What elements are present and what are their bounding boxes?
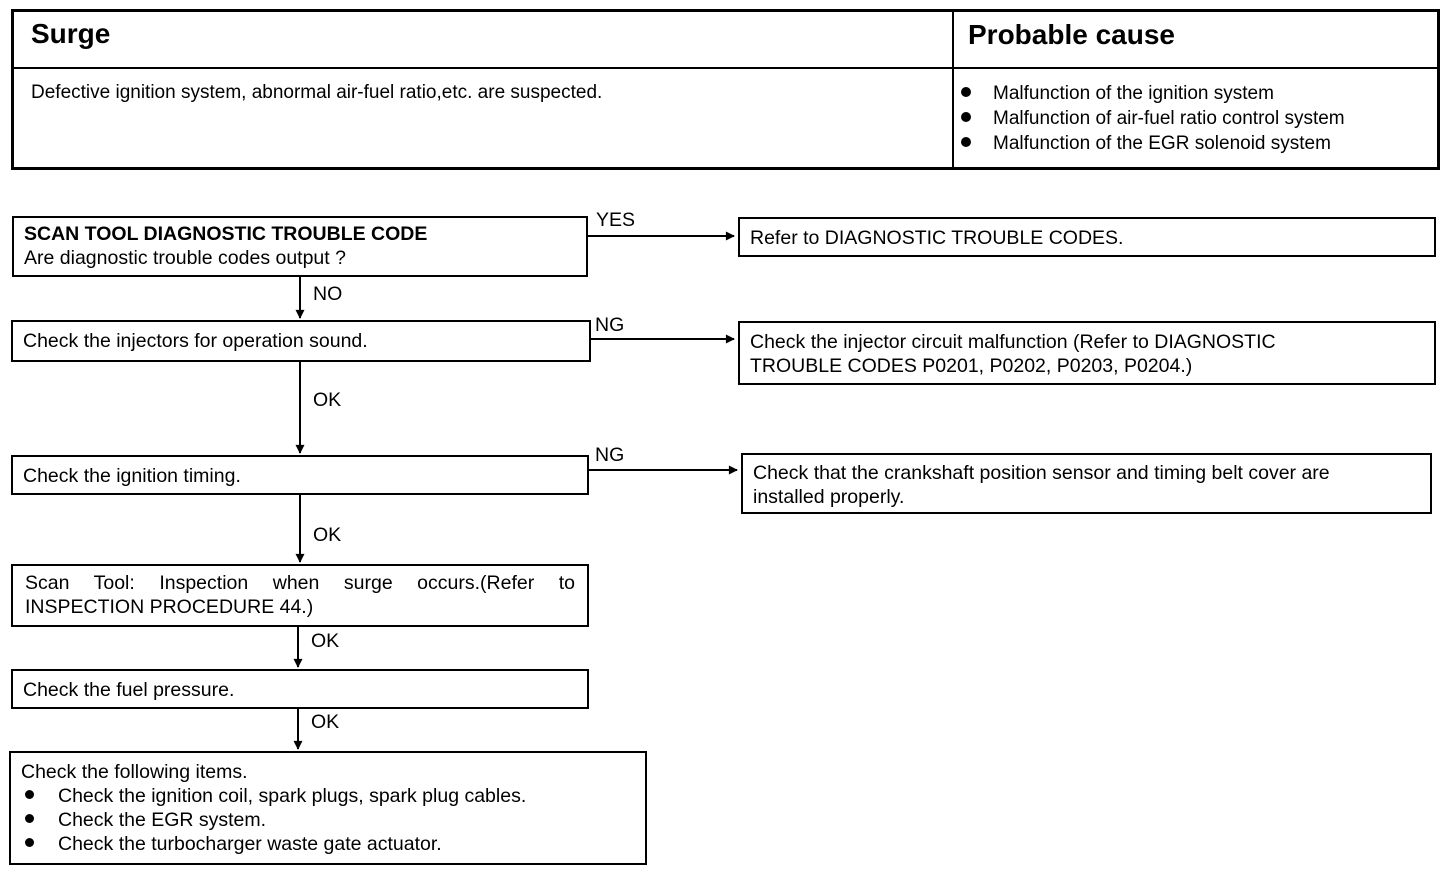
list-item: Check the turbocharger waste gate actuator. (21, 832, 635, 856)
step-check-ignition-timing: Check the ignition timing. (11, 455, 589, 495)
probable-cause-title: Probable cause (968, 19, 1175, 50)
step-title: Check the following items. (21, 761, 248, 783)
result-injector-circuit: Check the injector circuit malfunction (Refer to DIAGNOSTIC TROUBLE CODES P0201, P0202, P0203, P0204.) (738, 321, 1436, 385)
symptom-description: Defective ignition system, abnormal air-fuel ratio,etc. are suspected. (31, 82, 603, 103)
no-label: NO (313, 283, 343, 305)
yes-label: YES (596, 209, 636, 231)
step-question: Are diagnostic trouble codes output ? (24, 247, 346, 269)
symptom-title: Surge (31, 18, 111, 49)
ok-label: OK (311, 711, 340, 733)
result-crankshaft-sensor: Check that the crankshaft position sensor and timing belt cover are installed properly. (741, 453, 1432, 514)
step-scan-tool-dtc (12, 216, 588, 277)
list-item: Check the EGR system. (21, 808, 635, 832)
step-check-fuel-pressure: Check the fuel pressure. (11, 669, 589, 709)
step-check-following-items (9, 751, 647, 865)
cause-item: Malfunction of the EGR solenoid system (961, 131, 1345, 156)
step-title: SCAN TOOL DIAGNOSTIC TROUBLE CODE (24, 223, 428, 245)
check-items-list (21, 784, 635, 856)
ok-label: OK (313, 524, 342, 546)
ok-label: OK (311, 630, 340, 652)
cause-item: Malfunction of the ignition system (961, 81, 1345, 106)
bullet-icon (25, 790, 34, 799)
ng-label: NG (595, 444, 625, 466)
ok-label: OK (313, 389, 342, 411)
step-scan-tool-inspection: Scan Tool: Inspection when surge occurs.(Refer to INSPECTION PROCEDURE 44.) (11, 564, 589, 627)
list-item: Check the ignition coil, spark plugs, spark plug cables. (21, 784, 635, 808)
step-check-injectors: Check the injectors for operation sound. (11, 320, 591, 362)
bullet-icon (25, 814, 34, 823)
bullet-icon (25, 838, 34, 847)
cause-item: Malfunction of air-fuel ratio control system (961, 106, 1345, 131)
result-refer-dtc: Refer to DIAGNOSTIC TROUBLE CODES. (738, 217, 1436, 257)
ng-label: NG (595, 314, 625, 336)
